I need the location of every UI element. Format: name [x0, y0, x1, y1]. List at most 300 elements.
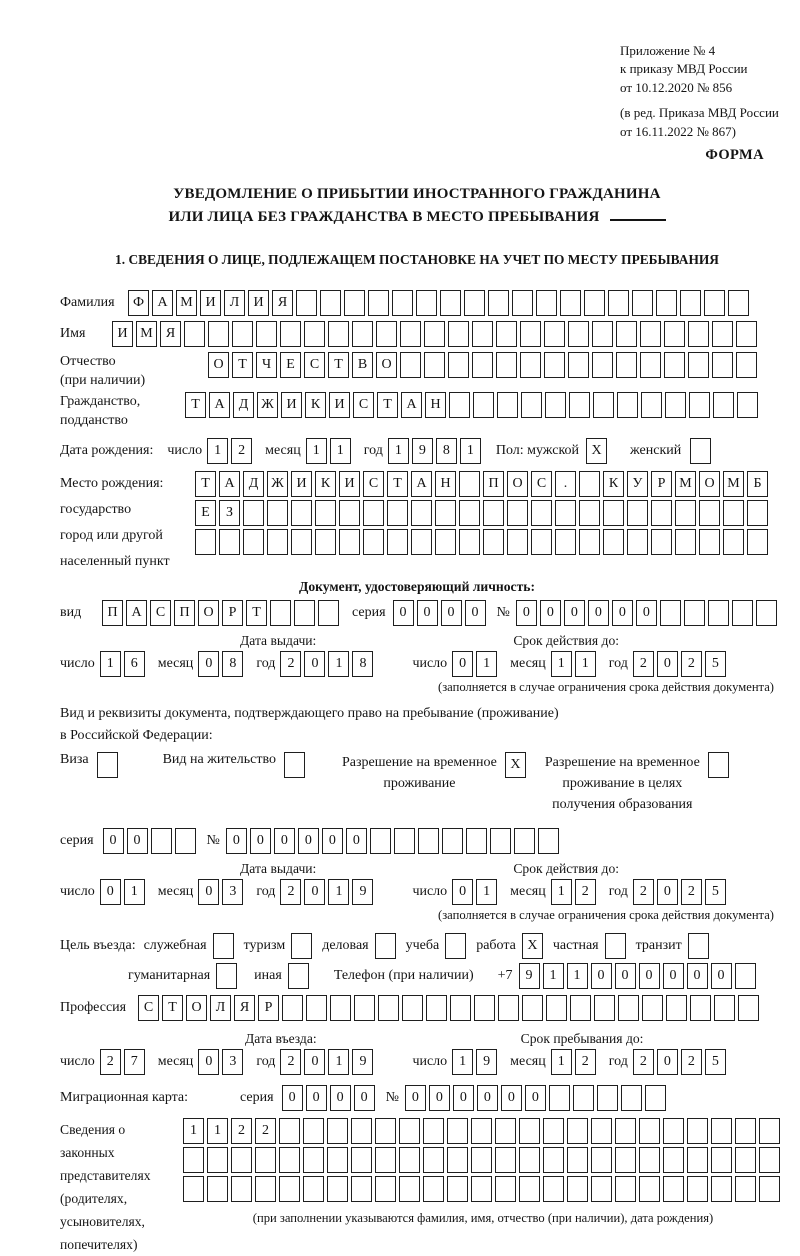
char-cell[interactable]	[447, 1176, 468, 1202]
char-cell[interactable]: С	[150, 600, 171, 626]
char-cell[interactable]	[474, 995, 495, 1021]
char-cell[interactable]: 1	[328, 1049, 349, 1075]
char-cell[interactable]	[567, 1118, 588, 1144]
char-cell[interactable]	[418, 828, 439, 854]
char-cell[interactable]: 0	[304, 879, 325, 905]
char-cell[interactable]	[579, 529, 600, 555]
char-cell[interactable]	[608, 290, 629, 316]
char-cell[interactable]: Н	[425, 392, 446, 418]
char-cell[interactable]	[545, 392, 566, 418]
char-cell[interactable]	[449, 392, 470, 418]
char-cell[interactable]	[423, 1118, 444, 1144]
char-cell[interactable]: Т	[387, 471, 408, 497]
char-cell[interactable]	[723, 529, 744, 555]
char-cell[interactable]	[699, 529, 720, 555]
char-cell[interactable]: 1	[124, 879, 145, 905]
char-cell[interactable]	[471, 1118, 492, 1144]
char-cell[interactable]	[411, 500, 432, 526]
char-cell[interactable]: М	[723, 471, 744, 497]
char-cell[interactable]	[651, 500, 672, 526]
char-cell[interactable]: 3	[222, 1049, 243, 1075]
char-cell[interactable]	[207, 1176, 228, 1202]
char-cell[interactable]	[555, 500, 576, 526]
char-cell[interactable]: 2	[633, 1049, 654, 1075]
char-cell[interactable]	[549, 1085, 570, 1111]
char-cell[interactable]	[615, 1176, 636, 1202]
char-cell[interactable]: Д	[233, 392, 254, 418]
char-cell[interactable]	[651, 529, 672, 555]
char-cell[interactable]	[351, 1147, 372, 1173]
char-cell[interactable]	[632, 290, 653, 316]
char-cell[interactable]	[219, 529, 240, 555]
char-cell[interactable]: 0	[282, 1085, 303, 1111]
char-cell[interactable]: А	[411, 471, 432, 497]
char-cell[interactable]	[448, 321, 469, 347]
char-cell[interactable]	[424, 352, 445, 378]
char-cell[interactable]: 0	[274, 828, 295, 854]
char-cell[interactable]	[567, 1147, 588, 1173]
char-cell[interactable]	[435, 529, 456, 555]
char-cell[interactable]	[330, 995, 351, 1021]
char-cell[interactable]	[618, 995, 639, 1021]
char-cell[interactable]: 2	[280, 1049, 301, 1075]
char-cell[interactable]	[713, 392, 734, 418]
char-cell[interactable]: 0	[103, 828, 124, 854]
char-cell[interactable]	[593, 392, 614, 418]
char-cell[interactable]: 2	[681, 879, 702, 905]
char-cell[interactable]	[663, 1147, 684, 1173]
char-cell[interactable]	[183, 1176, 204, 1202]
char-cell[interactable]	[402, 995, 423, 1021]
char-cell[interactable]: 0	[354, 1085, 375, 1111]
char-cell[interactable]: 2	[231, 1118, 252, 1144]
char-cell[interactable]: К	[603, 471, 624, 497]
char-cell[interactable]: 0	[588, 600, 609, 626]
char-cell[interactable]	[520, 352, 541, 378]
char-cell[interactable]: 1	[207, 438, 228, 464]
char-cell[interactable]	[354, 995, 375, 1021]
char-cell[interactable]: Я	[272, 290, 293, 316]
char-cell[interactable]: 7	[124, 1049, 145, 1075]
char-cell[interactable]: 1	[575, 651, 596, 677]
char-cell[interactable]: 1	[328, 651, 349, 677]
char-cell[interactable]	[688, 321, 709, 347]
char-cell[interactable]: 6	[124, 651, 145, 677]
char-cell[interactable]	[213, 933, 234, 959]
char-cell[interactable]: 0	[663, 963, 684, 989]
char-cell[interactable]	[666, 995, 687, 1021]
char-cell[interactable]: 2	[681, 1049, 702, 1075]
char-cell[interactable]	[639, 1118, 660, 1144]
char-cell[interactable]: 1	[330, 438, 351, 464]
char-cell[interactable]: 0	[615, 963, 636, 989]
char-cell[interactable]	[687, 1118, 708, 1144]
char-cell[interactable]	[621, 1085, 642, 1111]
char-cell[interactable]: 2	[681, 651, 702, 677]
char-cell[interactable]	[352, 321, 373, 347]
char-cell[interactable]: 2	[633, 651, 654, 677]
char-cell[interactable]: С	[304, 352, 325, 378]
char-cell[interactable]: 1	[551, 879, 572, 905]
char-cell[interactable]: 0	[657, 879, 678, 905]
char-cell[interactable]	[689, 392, 710, 418]
char-cell[interactable]	[507, 500, 528, 526]
char-cell[interactable]: 1	[567, 963, 588, 989]
char-cell[interactable]: 2	[100, 1049, 121, 1075]
char-cell[interactable]: О	[699, 471, 720, 497]
char-cell[interactable]: П	[483, 471, 504, 497]
char-cell[interactable]	[351, 1118, 372, 1144]
char-cell[interactable]	[363, 529, 384, 555]
char-cell[interactable]: А	[152, 290, 173, 316]
char-cell[interactable]: Т	[328, 352, 349, 378]
char-cell[interactable]: 1	[460, 438, 481, 464]
char-cell[interactable]: X	[505, 752, 526, 778]
char-cell[interactable]	[399, 1118, 420, 1144]
char-cell[interactable]	[435, 500, 456, 526]
char-cell[interactable]: 8	[352, 651, 373, 677]
char-cell[interactable]	[255, 1176, 276, 1202]
char-cell[interactable]	[711, 1147, 732, 1173]
char-cell[interactable]	[339, 500, 360, 526]
char-cell[interactable]	[279, 1147, 300, 1173]
char-cell[interactable]: У	[627, 471, 648, 497]
char-cell[interactable]	[675, 500, 696, 526]
char-cell[interactable]: 2	[633, 879, 654, 905]
char-cell[interactable]: 2	[255, 1118, 276, 1144]
char-cell[interactable]	[641, 392, 662, 418]
char-cell[interactable]	[303, 1176, 324, 1202]
char-cell[interactable]	[472, 321, 493, 347]
char-cell[interactable]	[303, 1118, 324, 1144]
char-cell[interactable]	[472, 352, 493, 378]
char-cell[interactable]	[327, 1147, 348, 1173]
char-cell[interactable]	[735, 1118, 756, 1144]
char-cell[interactable]	[315, 529, 336, 555]
char-cell[interactable]	[304, 321, 325, 347]
char-cell[interactable]	[708, 600, 729, 626]
char-cell[interactable]: О	[198, 600, 219, 626]
char-cell[interactable]: И	[248, 290, 269, 316]
char-cell[interactable]	[184, 321, 205, 347]
char-cell[interactable]: 0	[564, 600, 585, 626]
char-cell[interactable]: С	[363, 471, 384, 497]
char-cell[interactable]	[327, 1176, 348, 1202]
char-cell[interactable]: И	[339, 471, 360, 497]
char-cell[interactable]	[399, 1176, 420, 1202]
char-cell[interactable]: 2	[575, 1049, 596, 1075]
char-cell[interactable]: О	[507, 471, 528, 497]
char-cell[interactable]	[267, 500, 288, 526]
char-cell[interactable]	[660, 600, 681, 626]
char-cell[interactable]	[711, 1176, 732, 1202]
char-cell[interactable]	[688, 933, 709, 959]
char-cell[interactable]	[712, 352, 733, 378]
char-cell[interactable]	[291, 933, 312, 959]
char-cell[interactable]: 3	[222, 879, 243, 905]
char-cell[interactable]	[704, 290, 725, 316]
char-cell[interactable]	[496, 352, 517, 378]
char-cell[interactable]	[318, 600, 339, 626]
char-cell[interactable]: 0	[452, 879, 473, 905]
char-cell[interactable]: 0	[304, 1049, 325, 1075]
char-cell[interactable]	[591, 1147, 612, 1173]
char-cell[interactable]	[495, 1176, 516, 1202]
char-cell[interactable]	[687, 1147, 708, 1173]
char-cell[interactable]	[584, 290, 605, 316]
char-cell[interactable]: С	[531, 471, 552, 497]
char-cell[interactable]: 2	[575, 879, 596, 905]
char-cell[interactable]	[376, 321, 397, 347]
char-cell[interactable]: 0	[636, 600, 657, 626]
char-cell[interactable]	[270, 600, 291, 626]
char-cell[interactable]	[498, 995, 519, 1021]
char-cell[interactable]	[519, 1118, 540, 1144]
char-cell[interactable]	[303, 1147, 324, 1173]
char-cell[interactable]	[747, 529, 768, 555]
char-cell[interactable]	[639, 1147, 660, 1173]
char-cell[interactable]	[450, 995, 471, 1021]
char-cell[interactable]	[617, 392, 638, 418]
char-cell[interactable]: 0	[711, 963, 732, 989]
char-cell[interactable]: 0	[250, 828, 271, 854]
char-cell[interactable]: 0	[452, 651, 473, 677]
char-cell[interactable]: Н	[435, 471, 456, 497]
char-cell[interactable]: М	[136, 321, 157, 347]
char-cell[interactable]	[592, 321, 613, 347]
char-cell[interactable]: М	[675, 471, 696, 497]
char-cell[interactable]: 1	[476, 651, 497, 677]
char-cell[interactable]	[447, 1118, 468, 1144]
char-cell[interactable]: 1	[551, 1049, 572, 1075]
char-cell[interactable]	[570, 995, 591, 1021]
char-cell[interactable]	[656, 290, 677, 316]
char-cell[interactable]	[664, 321, 685, 347]
char-cell[interactable]: И	[112, 321, 133, 347]
char-cell[interactable]	[597, 1085, 618, 1111]
char-cell[interactable]	[423, 1176, 444, 1202]
char-cell[interactable]	[291, 500, 312, 526]
char-cell[interactable]	[256, 321, 277, 347]
char-cell[interactable]	[737, 392, 758, 418]
char-cell[interactable]	[97, 752, 118, 778]
char-cell[interactable]	[642, 995, 663, 1021]
char-cell[interactable]: Я	[234, 995, 255, 1021]
char-cell[interactable]	[375, 1118, 396, 1144]
char-cell[interactable]: Р	[651, 471, 672, 497]
char-cell[interactable]: 9	[352, 1049, 373, 1075]
char-cell[interactable]	[712, 321, 733, 347]
char-cell[interactable]: X	[522, 933, 543, 959]
char-cell[interactable]: К	[305, 392, 326, 418]
char-cell[interactable]	[464, 290, 485, 316]
char-cell[interactable]	[514, 828, 535, 854]
char-cell[interactable]	[531, 529, 552, 555]
char-cell[interactable]	[675, 529, 696, 555]
char-cell[interactable]: С	[138, 995, 159, 1021]
char-cell[interactable]: С	[353, 392, 374, 418]
char-cell[interactable]	[663, 1118, 684, 1144]
char-cell[interactable]: 0	[612, 600, 633, 626]
char-cell[interactable]	[232, 321, 253, 347]
char-cell[interactable]: И	[200, 290, 221, 316]
char-cell[interactable]: 8	[436, 438, 457, 464]
char-cell[interactable]: 0	[198, 879, 219, 905]
char-cell[interactable]: 0	[657, 651, 678, 677]
char-cell[interactable]: 0	[453, 1085, 474, 1111]
char-cell[interactable]	[394, 828, 415, 854]
char-cell[interactable]: Т	[377, 392, 398, 418]
char-cell[interactable]: Ф	[128, 290, 149, 316]
char-cell[interactable]: 0	[516, 600, 537, 626]
char-cell[interactable]	[579, 500, 600, 526]
char-cell[interactable]	[243, 529, 264, 555]
char-cell[interactable]: 0	[346, 828, 367, 854]
char-cell[interactable]	[255, 1147, 276, 1173]
char-cell[interactable]	[507, 529, 528, 555]
char-cell[interactable]: Т	[232, 352, 253, 378]
char-cell[interactable]	[175, 828, 196, 854]
char-cell[interactable]	[294, 600, 315, 626]
char-cell[interactable]: О	[208, 352, 229, 378]
char-cell[interactable]: Ж	[257, 392, 278, 418]
char-cell[interactable]	[496, 321, 517, 347]
char-cell[interactable]	[279, 1176, 300, 1202]
char-cell[interactable]	[594, 995, 615, 1021]
char-cell[interactable]	[543, 1176, 564, 1202]
char-cell[interactable]	[519, 1176, 540, 1202]
char-cell[interactable]: 0	[591, 963, 612, 989]
char-cell[interactable]	[756, 600, 777, 626]
char-cell[interactable]	[151, 828, 172, 854]
char-cell[interactable]	[579, 471, 600, 497]
char-cell[interactable]	[520, 321, 541, 347]
char-cell[interactable]: X	[586, 438, 607, 464]
char-cell[interactable]: Т	[162, 995, 183, 1021]
char-cell[interactable]	[399, 1147, 420, 1173]
char-cell[interactable]	[663, 1176, 684, 1202]
char-cell[interactable]: В	[352, 352, 373, 378]
char-cell[interactable]	[387, 500, 408, 526]
char-cell[interactable]: 0	[417, 600, 438, 626]
char-cell[interactable]	[759, 1147, 780, 1173]
char-cell[interactable]: 9	[352, 879, 373, 905]
char-cell[interactable]	[627, 529, 648, 555]
char-cell[interactable]	[447, 1147, 468, 1173]
char-cell[interactable]	[315, 500, 336, 526]
char-cell[interactable]	[603, 500, 624, 526]
char-cell[interactable]	[208, 321, 229, 347]
char-cell[interactable]	[296, 290, 317, 316]
char-cell[interactable]: И	[329, 392, 350, 418]
char-cell[interactable]	[640, 321, 661, 347]
char-cell[interactable]	[423, 1147, 444, 1173]
char-cell[interactable]: .	[555, 471, 576, 497]
char-cell[interactable]	[426, 995, 447, 1021]
char-cell[interactable]: 5	[705, 651, 726, 677]
char-cell[interactable]	[708, 752, 729, 778]
char-cell[interactable]	[363, 500, 384, 526]
char-cell[interactable]	[448, 352, 469, 378]
char-cell[interactable]: Ж	[267, 471, 288, 497]
char-cell[interactable]	[392, 290, 413, 316]
char-cell[interactable]	[519, 1147, 540, 1173]
char-cell[interactable]: 0	[198, 1049, 219, 1075]
char-cell[interactable]	[531, 500, 552, 526]
char-cell[interactable]: 9	[519, 963, 540, 989]
char-cell[interactable]: 1	[306, 438, 327, 464]
char-cell[interactable]	[732, 600, 753, 626]
char-cell[interactable]	[411, 529, 432, 555]
char-cell[interactable]	[736, 352, 757, 378]
char-cell[interactable]	[344, 290, 365, 316]
char-cell[interactable]: Т	[185, 392, 206, 418]
char-cell[interactable]	[521, 392, 542, 418]
char-cell[interactable]	[684, 600, 705, 626]
char-cell[interactable]	[327, 1118, 348, 1144]
char-cell[interactable]	[544, 321, 565, 347]
char-cell[interactable]: 2	[280, 879, 301, 905]
char-cell[interactable]	[605, 933, 626, 959]
char-cell[interactable]	[243, 500, 264, 526]
char-cell[interactable]	[543, 1147, 564, 1173]
char-cell[interactable]	[216, 963, 237, 989]
char-cell[interactable]: Т	[246, 600, 267, 626]
char-cell[interactable]: П	[174, 600, 195, 626]
char-cell[interactable]	[378, 995, 399, 1021]
char-cell[interactable]	[615, 1147, 636, 1173]
char-cell[interactable]	[567, 1176, 588, 1202]
char-cell[interactable]: 0	[304, 651, 325, 677]
char-cell[interactable]	[400, 321, 421, 347]
char-cell[interactable]: О	[376, 352, 397, 378]
char-cell[interactable]	[473, 392, 494, 418]
char-cell[interactable]	[714, 995, 735, 1021]
char-cell[interactable]: 0	[306, 1085, 327, 1111]
char-cell[interactable]: 0	[198, 651, 219, 677]
char-cell[interactable]: 0	[465, 600, 486, 626]
char-cell[interactable]	[723, 500, 744, 526]
char-cell[interactable]	[424, 321, 445, 347]
char-cell[interactable]	[747, 500, 768, 526]
char-cell[interactable]: О	[186, 995, 207, 1021]
char-cell[interactable]	[351, 1176, 372, 1202]
char-cell[interactable]: И	[281, 392, 302, 418]
char-cell[interactable]: 2	[231, 438, 252, 464]
char-cell[interactable]	[328, 321, 349, 347]
char-cell[interactable]	[416, 290, 437, 316]
char-cell[interactable]: 0	[657, 1049, 678, 1075]
char-cell[interactable]	[573, 1085, 594, 1111]
char-cell[interactable]	[699, 500, 720, 526]
char-cell[interactable]	[231, 1147, 252, 1173]
char-cell[interactable]	[483, 529, 504, 555]
char-cell[interactable]	[592, 352, 613, 378]
char-cell[interactable]: Р	[258, 995, 279, 1021]
char-cell[interactable]	[195, 529, 216, 555]
char-cell[interactable]: 1	[207, 1118, 228, 1144]
char-cell[interactable]: 1	[543, 963, 564, 989]
char-cell[interactable]: А	[126, 600, 147, 626]
char-cell[interactable]	[471, 1176, 492, 1202]
char-cell[interactable]	[560, 290, 581, 316]
char-cell[interactable]	[483, 500, 504, 526]
char-cell[interactable]: 1	[100, 651, 121, 677]
char-cell[interactable]	[543, 1118, 564, 1144]
char-cell[interactable]	[735, 1176, 756, 1202]
char-cell[interactable]	[370, 828, 391, 854]
char-cell[interactable]	[664, 352, 685, 378]
